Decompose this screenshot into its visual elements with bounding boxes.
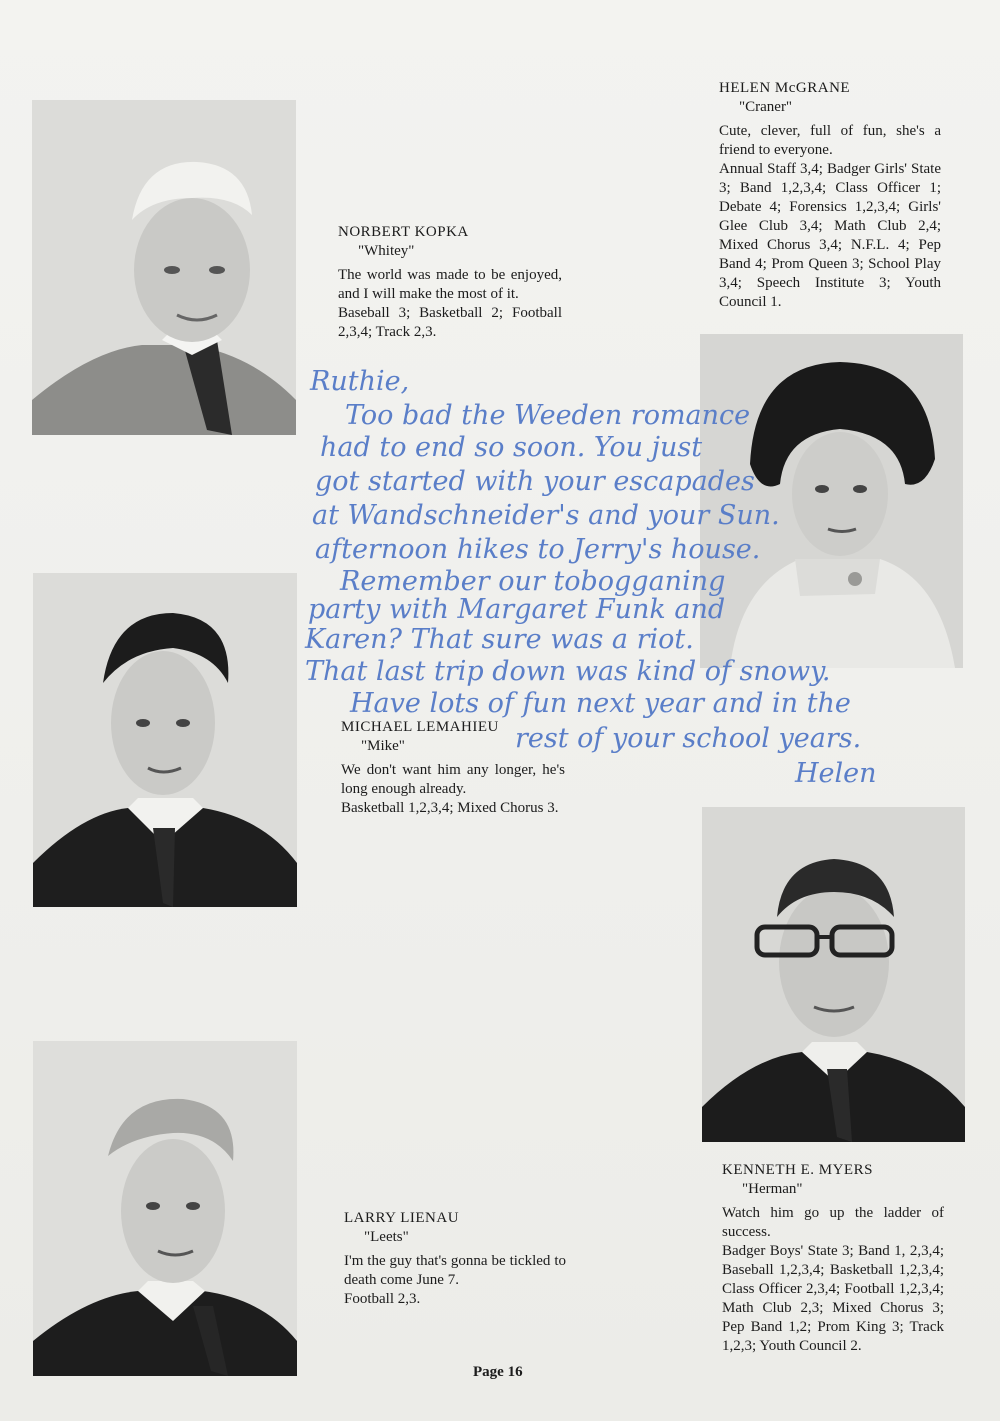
- note-line: party with Margaret Funk and: [308, 594, 726, 625]
- student-name: LARRY LIENAU: [344, 1210, 460, 1226]
- student-activities: Annual Staff 3,4; Badger Girls' State 3; Band 1,2,3,4; Class Officer 1; Debate 4; Forensics 1,2,3,4; Girls' Glee Club 3,4; Math Club 2,4; Mixed Chorus 3,4; N.F.L. 4; Pep Band 4; Prom Queen 3; School Play 3,4; Speech Institute 3; Youth Council 1.: [719, 161, 941, 310]
- student-quote: Watch him go up the ladder of success.: [722, 1205, 944, 1240]
- student-nickname: "Herman": [742, 1181, 803, 1197]
- handwritten-note: [290, 362, 950, 802]
- student-name: NORBERT KOPKA: [338, 224, 469, 240]
- bio-kopka: [338, 223, 562, 342]
- photo-myers: [702, 807, 965, 1142]
- bio-myers: [722, 1161, 944, 1356]
- student-nickname: "Mike": [361, 738, 405, 754]
- student-activities: Football 2,3.: [344, 1291, 421, 1307]
- student-quote: Cute, clever, full of fun, she's a friend to everyone.: [719, 123, 941, 158]
- note-line: rest of your school years.: [515, 723, 862, 754]
- note-line: afternoon hikes to Jerry's house.: [315, 534, 761, 565]
- note-line: got started with your escapades: [315, 466, 755, 497]
- note-line: Karen? That sure was a riot.: [305, 624, 694, 655]
- student-activities: Badger Boys' State 3; Band 1, 2,3,4; Baseball 1,2,3,4; Basketball 1,2,3,4; Class Officer 2,3,4; Football 1,2,3,4; Math Club 2,3; Mixed Chorus 3; Pep Band 1,2; Prom King 3; Track 1,2,3; Youth Council 2.: [722, 1243, 944, 1354]
- note-line: That last trip down was kind of snowy.: [305, 656, 831, 687]
- bio-mcgrane: [719, 79, 941, 312]
- photo-lemahieu: [33, 573, 297, 907]
- note-line: had to end so soon. You just: [320, 432, 703, 463]
- student-quote: We don't want him any longer, he's long enough already.: [341, 762, 565, 797]
- note-line: Ruthie,: [310, 366, 410, 397]
- note-line: Have lots of fun next year and in the: [350, 688, 851, 719]
- page-number: Page 16: [473, 1364, 523, 1380]
- student-nickname: "Leets": [364, 1229, 409, 1245]
- note-line: Remember our tobogganing: [340, 566, 726, 597]
- student-name: HELEN McGRANE: [719, 80, 851, 96]
- student-activities: Baseball 3; Basketball 2; Football 2,3,4; Track 2,3.: [338, 305, 562, 340]
- student-name: KENNETH E. MYERS: [722, 1162, 873, 1178]
- note-signature: Helen: [795, 758, 877, 789]
- bio-lienau: [344, 1209, 566, 1309]
- student-activities: Basketball 1,2,3,4; Mixed Chorus 3.: [341, 800, 559, 816]
- note-line: Too bad the Weeden romance: [345, 400, 751, 431]
- photo-kopka: [32, 100, 296, 435]
- student-quote: The world was made to be enjoyed, and I will make the most of it.: [338, 267, 562, 302]
- note-line: at Wandschneider's and your Sun.: [312, 500, 780, 531]
- student-nickname: "Craner": [739, 99, 793, 115]
- student-nickname: "Whitey": [358, 243, 415, 259]
- student-name: MICHAEL LEMAHIEU: [341, 719, 499, 735]
- student-quote: I'm the guy that's gonna be tickled to death come June 7.: [344, 1253, 566, 1288]
- photo-lienau: [33, 1041, 297, 1376]
